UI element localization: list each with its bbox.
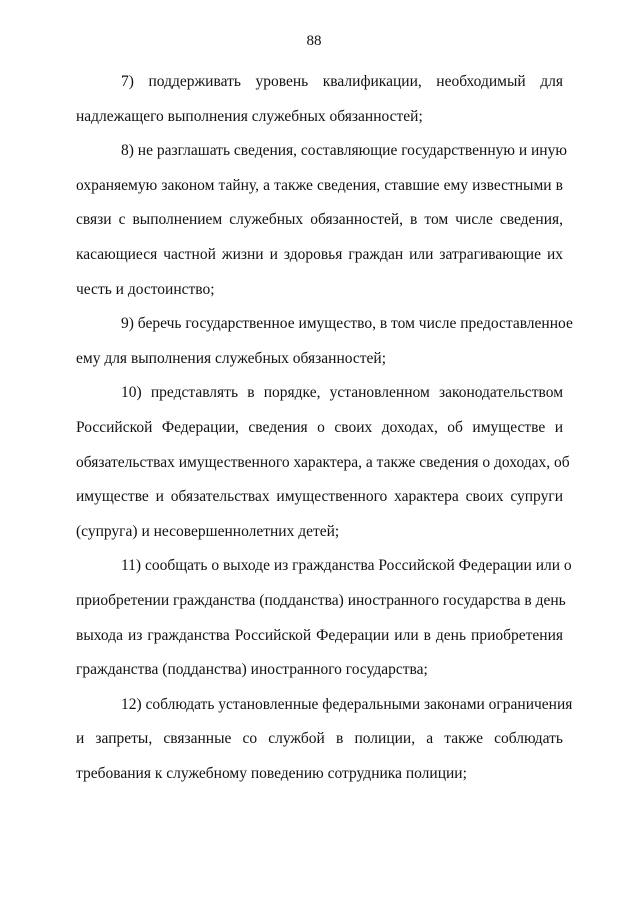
text-line: надлежащего выполнения служебных обязанностей; [76, 107, 423, 125]
text-line: ему для выполнения служебных обязанностей; [76, 349, 387, 367]
text-line: приобретении гражданства (подданства) иностранного государства в день [76, 591, 566, 609]
text-line: 10) представлять в порядке, установленном законодательством [121, 384, 563, 402]
text-line: гражданства (подданства) иностранного государства; [76, 661, 428, 679]
text-line: касающиеся частной жизни и здоровья граждан или затрагивающие их [76, 245, 563, 263]
text-line: 9) беречь государственное имущество, в том числе предоставленное [121, 315, 573, 333]
text-line: требования к служебному поведению сотрудника полиции; [76, 764, 467, 782]
document-body [76, 70, 573, 796]
text-line: честь и достоинство; [76, 280, 215, 298]
text-line: выхода из гражданства Российской Федерации или в день приобретения [76, 626, 563, 644]
text-line: 11) сообщать о выходе из гражданства Российской Федерации или о [121, 557, 572, 575]
text-line: 12) соблюдать установленные федеральными законами ограничения [121, 695, 573, 713]
text-line: связи с выполнением служебных обязанностей, в том числе сведения, [76, 211, 563, 229]
paragraph [76, 70, 563, 139]
paragraph [76, 139, 567, 312]
paragraph [76, 312, 573, 381]
text-line: Российской Федерации, сведения о своих доходах, об имуществе и [76, 418, 563, 436]
text-line: и запреты, связанные со службой в полиции, а также соблюдать [76, 730, 563, 748]
text-line: обязательствах имущественного характера, а также сведения о доходах, об [76, 453, 570, 471]
text-line: 8) не разглашать сведения, составляющие государственную и иную [121, 142, 567, 160]
text-line: (супруга) и несовершеннолетних детей; [76, 522, 340, 540]
text-line: имуществе и обязательствах имущественного характера своих супруги [76, 488, 563, 506]
paragraph [76, 693, 573, 797]
paragraph [76, 554, 572, 692]
page-number: 88 [306, 33, 322, 49]
text-line: охраняемую законом тайну, а также сведения, ставшие ему известными в [76, 176, 563, 194]
paragraph [76, 381, 570, 554]
text-line: 7) поддерживать уровень квалификации, необходимый для [121, 73, 563, 90]
